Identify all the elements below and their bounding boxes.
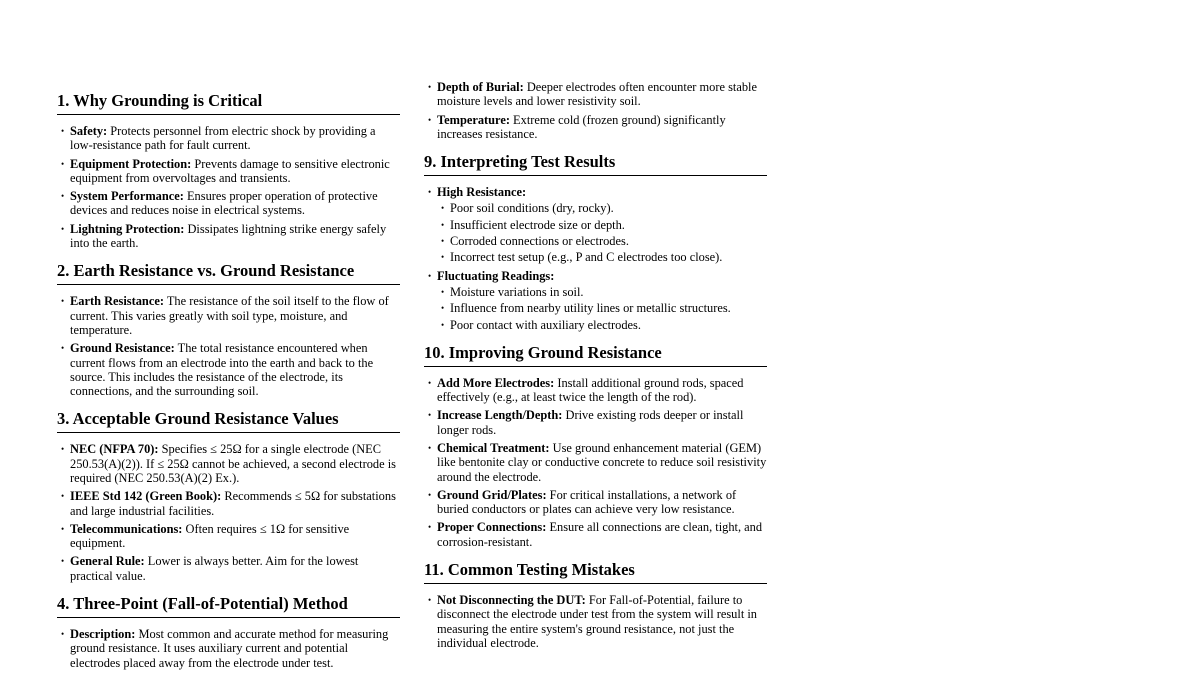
bullet-item	[57, 341, 400, 398]
bullet-text: Install additional ground rods, spaced effectively (e.g., at least twice the length of the rod).	[437, 375, 744, 405]
bullet-text: Often requires ≤ 1Ω for sensitive equipment.	[70, 521, 350, 551]
bullet-term: Not Disconnecting the DUT:	[437, 593, 586, 608]
bullet-item	[424, 441, 767, 484]
bullet-term: Equipment Protection:	[70, 156, 192, 171]
bullet-term: Temperature:	[437, 112, 510, 127]
bullet-term: Telecommunications:	[70, 521, 183, 536]
bullet-text: Ensures proper operation of protective devices and reduces noise in electrical systems.	[70, 189, 378, 218]
bullet-term: NEC (NFPA 70):	[70, 442, 159, 457]
section-heading: 9. Interpreting Test Results	[424, 153, 767, 176]
bullet-item	[57, 157, 400, 186]
section	[57, 595, 400, 670]
bullet-list	[424, 185, 767, 332]
bullet-item	[424, 185, 767, 264]
bullet-term: Proper Connections:	[437, 520, 547, 535]
bullet-text: Drive existing rods deeper or install longer rods.	[437, 408, 744, 437]
section-heading: 3. Acceptable Ground Resistance Values	[57, 410, 400, 433]
bullet-text: Dissipates lightning strike energy safely into the earth.	[70, 221, 387, 251]
sub-list	[437, 201, 767, 264]
bullet-text: Prevents damage to sensitive electronic equipment from overvoltages and transients.	[70, 156, 390, 185]
sub-bullet-item: • Poor contact with auxiliary electrodes.	[437, 318, 767, 332]
section-heading: 10. Improving Ground Resistance	[424, 344, 767, 367]
middle-column	[424, 80, 767, 662]
bullet-term: Safety:	[70, 123, 108, 138]
bullet-term: Increase Length/Depth:	[437, 408, 563, 423]
bullet-list	[57, 627, 400, 670]
bullet-term: Description:	[70, 627, 136, 641]
bullet-term: Ground Grid/Plates:	[437, 487, 547, 502]
section	[57, 92, 400, 250]
sub-bullet-item: • Moisture variations in soil.	[437, 285, 767, 299]
sub-list	[437, 285, 767, 332]
section	[424, 561, 767, 650]
sub-bullet-item: • Insufficient electrode size or depth.	[437, 218, 767, 232]
section-heading: 4. Three-Point (Fall-of-Potential) Method	[57, 595, 400, 618]
bullet-list	[424, 593, 767, 650]
bullet-text: The total resistance encountered when current flows from an electrode into the earth and back to the source. This includes the resistance of the electrode, its connections, and the surrounding soil.	[70, 341, 374, 399]
section	[57, 410, 400, 583]
bullet-text: Protects personnel from electric shock by providing a low-resistance path for fault current.	[70, 123, 376, 153]
bullet-item	[57, 442, 400, 485]
bullet-term: Ground Resistance:	[70, 341, 175, 356]
bullet-item	[424, 488, 767, 517]
bullet-item	[57, 522, 400, 551]
bullet-item	[424, 269, 767, 332]
bullet-text: For Fall-of-Potential, failure to disconnect the electrode under test from the system will result in measuring the entire system's ground resistance, not just the individual electrode.	[437, 593, 758, 650]
bullet-term: High Resistance:	[437, 185, 527, 200]
bullet-term: System Performance:	[70, 189, 184, 204]
bullet-text: Deeper electrodes often encounter more stable moisture levels and lower resistivity soil.	[437, 80, 757, 109]
bullet-text: Extreme cold (frozen ground) significantly increases resistance.	[437, 112, 726, 141]
bullet-item	[424, 113, 767, 142]
section	[424, 344, 767, 549]
bullet-item	[57, 124, 400, 153]
section-heading: 2. Earth Resistance vs. Ground Resistance	[57, 262, 400, 285]
bullet-item	[57, 222, 400, 251]
bullet-list	[57, 442, 400, 583]
section-continued	[424, 80, 767, 141]
sub-bullet-item: • Incorrect test setup (e.g., P and C electrodes too close).	[437, 250, 767, 264]
bullet-list	[424, 80, 767, 141]
bullet-item	[424, 80, 767, 109]
bullet-list	[57, 294, 400, 398]
bullet-item	[424, 520, 767, 549]
bullet-item	[57, 294, 400, 337]
bullet-term: Lightning Protection:	[70, 221, 185, 236]
left-column	[57, 92, 400, 682]
section	[57, 262, 400, 398]
sub-bullet-item: • Poor soil conditions (dry, rocky).	[437, 201, 767, 215]
bullet-term: General Rule:	[70, 554, 145, 569]
bullet-text: Specifies ≤ 25Ω for a single electrode (NEC 250.53(A)(2)). If ≤ 25Ω cannot be achieved, a second electrode is required (NEC 250.53(A)(2) Ex.).	[70, 442, 396, 485]
bullet-list	[57, 124, 400, 250]
bullet-item	[57, 554, 400, 583]
bullet-term: IEEE Std 142 (Green Book):	[70, 489, 222, 504]
sub-bullet-item: • Corroded connections or electrodes.	[437, 234, 767, 248]
bullet-text: Use ground enhancement material (GEM) like bentonite clay or conductive concrete to reduce soil resistivity around the electrode.	[437, 440, 767, 484]
section-heading: 11. Common Testing Mistakes	[424, 561, 767, 584]
bullet-text: For critical installations, a network of buried conductors or plates can achieve very low resistance.	[437, 487, 737, 517]
bullet-item	[424, 376, 767, 405]
bullet-text: Most common and accurate method for measuring ground resistance. It uses auxiliary current and potential electrodes placed away from the electrode under test.	[70, 627, 389, 670]
bullet-term: Depth of Burial:	[437, 80, 524, 94]
bullet-term: Chemical Treatment:	[437, 440, 550, 455]
bullet-text: Lower is always better. Aim for the lowest practical value.	[70, 554, 359, 583]
sub-bullet-item: • Influence from nearby utility lines or metallic structures.	[437, 301, 767, 315]
section	[424, 153, 767, 332]
bullet-item	[57, 489, 400, 518]
bullet-text: Recommends ≤ 5Ω for substations and large industrial facilities.	[70, 489, 396, 518]
bullet-term: Fluctuating Readings:	[437, 268, 555, 283]
bullet-item	[57, 627, 400, 670]
bullet-item	[57, 189, 400, 218]
bullet-list	[424, 376, 767, 549]
bullet-term: Earth Resistance:	[70, 294, 164, 309]
section-heading: 1. Why Grounding is Critical	[57, 92, 400, 115]
bullet-item	[424, 408, 767, 437]
bullet-text: Ensure all connections are clean, tight, and corrosion-resistant.	[437, 520, 763, 549]
bullet-term: Add More Electrodes:	[437, 375, 555, 390]
bullet-text: The resistance of the soil itself to the flow of current. This varies greatly with soil type, moisture, and temperature.	[70, 294, 389, 337]
bullet-item	[424, 593, 767, 650]
